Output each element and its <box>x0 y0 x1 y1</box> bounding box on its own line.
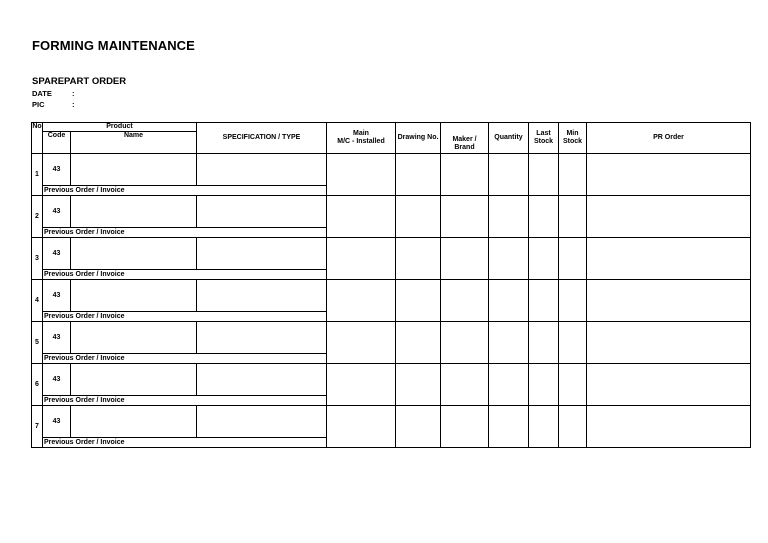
order-rows <box>32 154 751 448</box>
row-quantity-cell[interactable] <box>489 364 529 406</box>
header-min-line1: Min <box>566 130 579 137</box>
header-main-line2: M/C - Installed <box>337 138 385 145</box>
row-last-stock-cell[interactable] <box>529 154 559 196</box>
row-specification-cell[interactable] <box>197 322 327 354</box>
order-row <box>32 364 751 396</box>
row-name-cell[interactable] <box>71 280 197 312</box>
sparepart-order-table <box>31 122 751 448</box>
header-last-line2: Stock <box>533 138 554 145</box>
previous-order-label: Previous Order / Invoice <box>43 312 327 322</box>
row-min-stock-cell[interactable] <box>559 154 587 196</box>
pic-value: : <box>72 100 75 109</box>
header-main-line1: Main <box>353 130 369 137</box>
row-specification-cell[interactable] <box>197 238 327 270</box>
date-label: DATE <box>32 89 52 98</box>
row-specification-cell[interactable] <box>197 364 327 396</box>
row-code: 43 <box>43 322 71 354</box>
header-code: Code <box>43 132 71 154</box>
date-value: : <box>72 89 75 98</box>
row-drawing-cell[interactable] <box>396 364 441 406</box>
row-main-installed-cell[interactable] <box>327 196 396 238</box>
row-pr-order-cell[interactable] <box>587 280 751 322</box>
header-last-line1: Last <box>536 130 551 137</box>
row-quantity-cell[interactable] <box>489 196 529 238</box>
previous-order-label: Previous Order / Invoice <box>43 354 327 364</box>
row-drawing-cell[interactable] <box>396 154 441 196</box>
row-drawing-cell[interactable] <box>396 322 441 364</box>
row-name-cell[interactable] <box>71 196 197 228</box>
row-last-stock-cell[interactable] <box>529 196 559 238</box>
row-maker-cell[interactable] <box>441 238 489 280</box>
header-min-line2: Stock <box>562 138 583 145</box>
order-row <box>32 154 751 186</box>
header-last-stock <box>529 123 559 154</box>
pic-label: PIC <box>32 100 45 109</box>
row-number: 1 <box>32 154 43 196</box>
pic-field <box>32 100 75 109</box>
row-number: 5 <box>32 322 43 364</box>
row-name-cell[interactable] <box>71 154 197 186</box>
row-name-cell[interactable] <box>71 364 197 396</box>
row-code: 43 <box>43 280 71 312</box>
row-main-installed-cell[interactable] <box>327 280 396 322</box>
header-no: No <box>32 123 43 154</box>
row-main-installed-cell[interactable] <box>327 322 396 364</box>
row-last-stock-cell[interactable] <box>529 364 559 406</box>
order-row <box>32 322 751 354</box>
row-code: 43 <box>43 364 71 396</box>
order-row <box>32 238 751 270</box>
row-last-stock-cell[interactable] <box>529 406 559 448</box>
row-maker-cell[interactable] <box>441 406 489 448</box>
row-specification-cell[interactable] <box>197 154 327 186</box>
header-product: Product <box>43 123 197 132</box>
row-last-stock-cell[interactable] <box>529 280 559 322</box>
row-pr-order-cell[interactable] <box>587 406 751 448</box>
previous-order-label: Previous Order / Invoice <box>43 396 327 406</box>
row-main-installed-cell[interactable] <box>327 154 396 196</box>
row-quantity-cell[interactable] <box>489 322 529 364</box>
row-main-installed-cell[interactable] <box>327 238 396 280</box>
row-quantity-cell[interactable] <box>489 406 529 448</box>
order-row <box>32 280 751 312</box>
row-specification-cell[interactable] <box>197 406 327 438</box>
header-min-stock <box>559 123 587 154</box>
row-maker-cell[interactable] <box>441 322 489 364</box>
row-drawing-cell[interactable] <box>396 196 441 238</box>
header-specification: SPECIFICATION / TYPE <box>197 123 327 154</box>
row-drawing-cell[interactable] <box>396 406 441 448</box>
row-quantity-cell[interactable] <box>489 280 529 322</box>
previous-order-label: Previous Order / Invoice <box>43 438 327 448</box>
page-title: FORMING MAINTENANCE <box>32 38 195 53</box>
header-maker-line2: Brand <box>454 144 475 151</box>
header-drawing-no: Drawing No. <box>396 123 441 154</box>
header-pr-order: PR Order <box>587 123 751 154</box>
row-pr-order-cell[interactable] <box>587 322 751 364</box>
row-number: 7 <box>32 406 43 448</box>
order-row <box>32 196 751 228</box>
previous-order-label: Previous Order / Invoice <box>43 186 327 196</box>
row-code: 43 <box>43 196 71 228</box>
row-code: 43 <box>43 406 71 438</box>
row-code: 43 <box>43 154 71 186</box>
row-pr-order-cell[interactable] <box>587 196 751 238</box>
row-quantity-cell[interactable] <box>489 154 529 196</box>
row-maker-cell[interactable] <box>441 364 489 406</box>
header-quantity: Quantity <box>489 123 529 154</box>
row-last-stock-cell[interactable] <box>529 238 559 280</box>
row-maker-cell[interactable] <box>441 154 489 196</box>
row-name-cell[interactable] <box>71 406 197 438</box>
row-min-stock-cell[interactable] <box>559 238 587 280</box>
header-main-installed <box>327 123 396 154</box>
header-name: Name <box>71 132 197 154</box>
row-code: 43 <box>43 238 71 270</box>
row-quantity-cell[interactable] <box>489 238 529 280</box>
row-drawing-cell[interactable] <box>396 280 441 322</box>
row-drawing-cell[interactable] <box>396 238 441 280</box>
row-pr-order-cell[interactable] <box>587 238 751 280</box>
previous-order-label: Previous Order / Invoice <box>43 270 327 280</box>
row-main-installed-cell[interactable] <box>327 406 396 448</box>
header-maker-brand <box>441 123 489 154</box>
row-main-installed-cell[interactable] <box>327 364 396 406</box>
row-specification-cell[interactable] <box>197 280 327 312</box>
row-last-stock-cell[interactable] <box>529 322 559 364</box>
row-name-cell[interactable] <box>71 238 197 270</box>
row-number: 3 <box>32 238 43 280</box>
date-field <box>32 89 75 98</box>
row-maker-cell[interactable] <box>441 280 489 322</box>
row-specification-cell[interactable] <box>197 196 327 228</box>
row-pr-order-cell[interactable] <box>587 154 751 196</box>
row-min-stock-cell[interactable] <box>559 406 587 448</box>
row-maker-cell[interactable] <box>441 196 489 238</box>
previous-order-label: Previous Order / Invoice <box>43 228 327 238</box>
row-name-cell[interactable] <box>71 322 197 354</box>
row-number: 4 <box>32 280 43 322</box>
form-subtitle: SPAREPART ORDER <box>32 76 127 87</box>
row-min-stock-cell[interactable] <box>559 364 587 406</box>
order-row <box>32 406 751 438</box>
row-min-stock-cell[interactable] <box>559 280 587 322</box>
row-number: 2 <box>32 196 43 238</box>
row-number: 6 <box>32 364 43 406</box>
row-pr-order-cell[interactable] <box>587 364 751 406</box>
header-maker-line1: Maker / <box>452 136 477 143</box>
row-min-stock-cell[interactable] <box>559 322 587 364</box>
row-min-stock-cell[interactable] <box>559 196 587 238</box>
